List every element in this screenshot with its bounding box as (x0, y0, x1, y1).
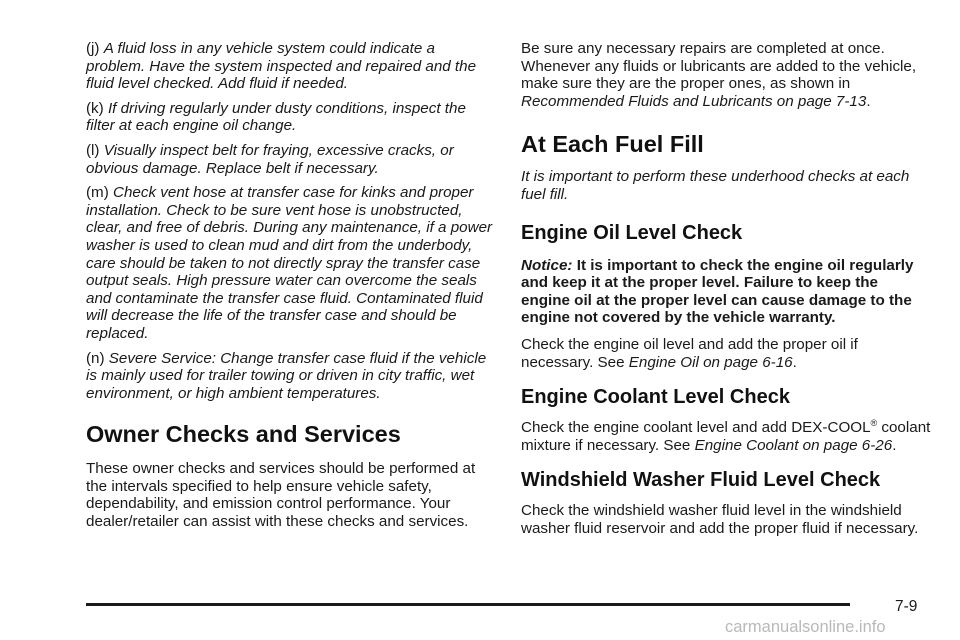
footer-rule (86, 603, 850, 606)
fuel-fill-text: It is important to perform these underhood checks at each fuel fill. (521, 168, 910, 203)
list-item-j (86, 40, 496, 93)
notice-label: Notice: (521, 256, 573, 274)
oil-end: . (792, 353, 797, 371)
list-item-m (86, 184, 496, 342)
oil-paragraph (521, 336, 931, 371)
list-item-n (86, 350, 496, 403)
owner-checks-text: These owner checks and services should be performed at the intervals specified to help ensure vehicle safety, dependability, and emission control performance. Your dealer/retailer can assist with these checks and services. (86, 460, 476, 531)
coolant-text: Check the engine coolant level and add DEX-COOL (521, 419, 871, 437)
engine-oil-heading: Engine Oil Level Check (521, 221, 743, 244)
washer-text: Check the windshield washer fluid level in the windshield washer fluid reservoir and add the proper fluid if necessary. (521, 502, 919, 537)
intro-end: . (866, 92, 871, 110)
intro-reference[interactable]: Recommended Fluids and Lubricants on page 7-13 (521, 92, 867, 110)
watermark: carmanualsonline.info (725, 618, 886, 636)
item-text: Severe Service: Change transfer case fluid if the vehicle is mainly used for trailer towing or driven in city traffic, wet environment, or high ambient temperatures. (86, 349, 487, 402)
item-label: (j) (86, 40, 100, 57)
coolant-end: . (892, 436, 897, 454)
list-item-l (86, 142, 496, 177)
item-text: Check vent hose at transfer case for kinks and proper installation. Check to be sure vent hose is unobstructed, clear, and free of debris. During any maintenance, if a power washer is used to clean mud and dirt from the underbody, care should be taken to not directly spray the transfer case output seals. High pressure water can overcome the seals and contaminate the transfer case fluid. Contaminated fluid will decrease the life of the transfer case and should be replaced. (86, 184, 493, 342)
oil-reference[interactable]: Engine Oil on page 6-16 (628, 353, 793, 371)
registered-mark: ® (870, 418, 878, 429)
coolant-heading: Engine Coolant Level Check (521, 386, 790, 409)
coolant-paragraph (521, 419, 931, 454)
right-column (521, 40, 931, 538)
item-label: (k) (86, 99, 104, 117)
intro-text: Be sure any necessary repairs are completed at once. Whenever any fluids or lubricants are added to the vehicle, make sure they are the proper ones, as shown in (521, 40, 917, 93)
item-text: If driving regularly under dusty conditions, inspect the filter at each engine oil change. (86, 99, 466, 135)
coolant-reference[interactable]: Engine Coolant on page 6-26 (694, 436, 893, 454)
page-number: 7-9 (895, 598, 918, 615)
washer-heading: Windshield Washer Fluid Level Check (521, 469, 881, 492)
notice-text: It is important to check the engine oil regularly and keep it at the proper level. Failure to keep the engine oil at the proper level can cause damage to the engine not covered by the vehicle warranty. (521, 256, 914, 327)
item-label: (n) (86, 349, 105, 367)
item-label: (l) (86, 141, 100, 159)
item-label: (m) (86, 184, 109, 202)
oil-text: Check the engine oil level and add the proper oil if necessary. See (521, 335, 858, 371)
oil-notice (521, 257, 931, 327)
fuel-fill-heading: At Each Fuel Fill (521, 131, 704, 158)
intro-paragraph (521, 40, 931, 110)
list-item-k (86, 100, 496, 135)
owner-checks-heading: Owner Checks and Services (86, 421, 401, 448)
left-column (86, 40, 496, 531)
item-text: Visually inspect belt for fraying, excessive cracks, or obvious damage. Replace belt if necessary. (86, 141, 454, 177)
coolant-text-2: coolant mixture if necessary. See (521, 419, 931, 454)
item-text: A fluid loss in any vehicle system could indicate a problem. Have the system inspected and repaired and the fluid level checked. Add fluid if needed. (86, 40, 477, 93)
